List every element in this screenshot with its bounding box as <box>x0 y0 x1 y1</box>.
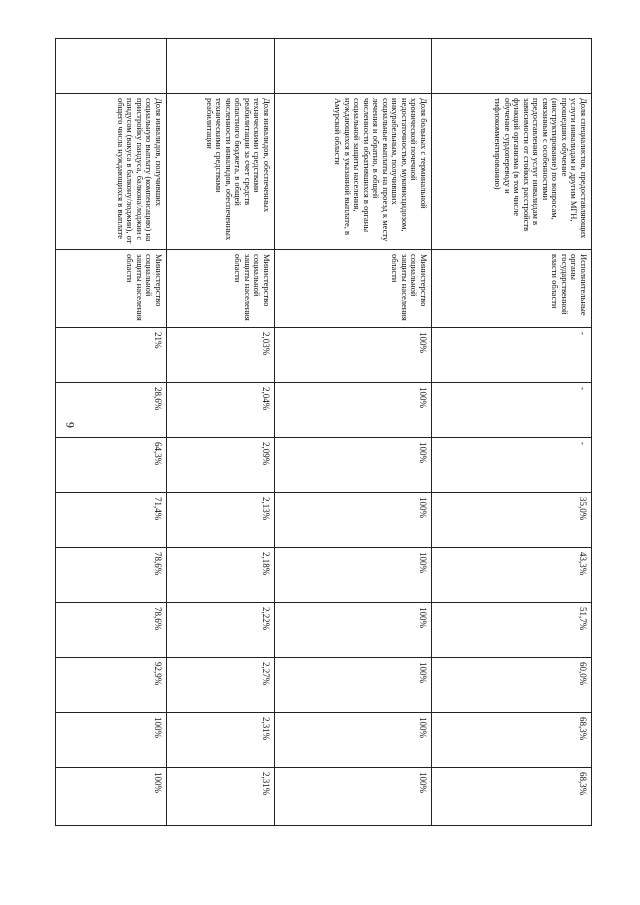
value-cell: 100% <box>275 548 432 603</box>
value-cell: 100% <box>275 658 432 713</box>
indicator-cell: Доля больных с терминальной хронической почечной недостаточностью, муковисцидозом, инкурабельным, получивших социальные выплаты на проезд к месту лечения и обратно, в общей численности обратившихся в органы социальной защиты населения, нуждающихся в указанной выплате, в Амурской области <box>275 94 432 250</box>
indicator-table <box>55 38 592 826</box>
value-cell: 2,31% <box>167 713 275 768</box>
table-row <box>167 39 275 826</box>
table-row <box>275 39 432 826</box>
indicator-cell: Доля специалистов, предоставляющих услуги инвалидам и другим МГН, прошедших обучение (инструктирование) по вопросам, связанным с особенностями предоставления услуг инвалидам в зависимости от стойких расстройств функций организма (в том числе обучение сурдопереводу и тифлокомментированию) <box>432 94 592 250</box>
indicator-cell: Доля инвалидов, обеспеченных техническими средствами реабилитации за счет средств областного бюджета, в общей численности инвалидов, обеспеченных техническими средствами реабилитации <box>167 94 275 250</box>
table-row <box>56 39 167 826</box>
value-cell: 68,3% <box>432 768 592 826</box>
value-cell: - <box>432 438 592 493</box>
value-cell: 71,4% <box>56 493 167 548</box>
value-cell: 2,03% <box>167 328 275 383</box>
row-number-cell <box>275 39 432 94</box>
row-number-cell <box>167 39 275 94</box>
page-number: 6 <box>63 422 77 428</box>
indicator-cell: Доля инвалидов, получивших социальную выплату (компенсацию) на пристройку пандуса, балкона/лоджии с пандусом (вакуса в балкону/лоджии), от общего числа нуждающихся в выплате <box>56 94 167 250</box>
value-cell: 28,6% <box>56 383 167 438</box>
value-cell: 100% <box>275 603 432 658</box>
value-cell: 60,0% <box>432 658 592 713</box>
value-cell: 78,6% <box>56 603 167 658</box>
value-cell: 2,31% <box>167 768 275 826</box>
responsible-cell: Исполнительные органы государственной власти области <box>432 250 592 328</box>
responsible-cell: Министерство социальной защиты населения области <box>167 250 275 328</box>
indicator-table-sheet <box>56 38 592 825</box>
row-number-cell <box>56 39 167 94</box>
value-cell: 51,7% <box>432 603 592 658</box>
responsible-cell: Министерство социальной защиты населения области <box>275 250 432 328</box>
value-cell: 100% <box>56 713 167 768</box>
value-cell: 2,18% <box>167 548 275 603</box>
value-cell: 2,27% <box>167 658 275 713</box>
value-cell: 100% <box>275 438 432 493</box>
value-cell: - <box>432 383 592 438</box>
value-cell: 2,22% <box>167 603 275 658</box>
value-cell: 92,9% <box>56 658 167 713</box>
value-cell: 100% <box>275 383 432 438</box>
value-cell: 35,0% <box>432 493 592 548</box>
value-cell: 78,6% <box>56 548 167 603</box>
value-cell: 100% <box>56 768 167 826</box>
value-cell: - <box>432 328 592 383</box>
value-cell: 2,09% <box>167 438 275 493</box>
value-cell: 21% <box>56 328 167 383</box>
value-cell: 100% <box>275 768 432 826</box>
value-cell: 100% <box>275 713 432 768</box>
table-row <box>432 39 592 826</box>
value-cell: 64,3% <box>56 438 167 493</box>
value-cell: 2,04% <box>167 383 275 438</box>
value-cell: 68,3% <box>432 713 592 768</box>
row-number-cell <box>432 39 592 94</box>
value-cell: 2,13% <box>167 493 275 548</box>
responsible-cell: Министерство социальной защиты населения области <box>56 250 167 328</box>
value-cell: 43,3% <box>432 548 592 603</box>
value-cell: 100% <box>275 328 432 383</box>
value-cell: 100% <box>275 493 432 548</box>
